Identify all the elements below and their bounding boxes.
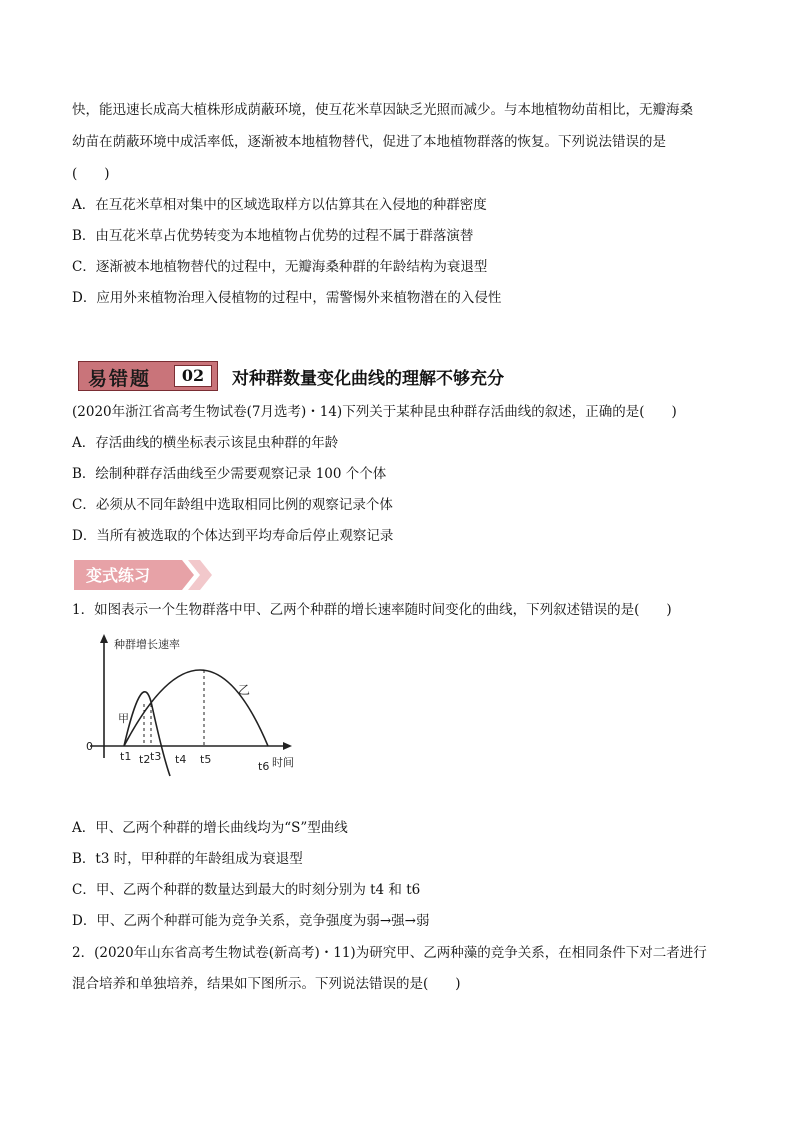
q2-line-2: 混合培养和单独培养，结果如下图所示。下列说法错误的是( ) xyxy=(72,976,461,992)
x-axis-label: 时间 xyxy=(272,756,294,769)
series-yi-curve xyxy=(124,670,268,746)
badge-number: 02 xyxy=(174,365,212,387)
q1-option-b: B．t3 时，甲种群的年龄组成为衰退型 xyxy=(72,851,303,867)
main-option-d: D．当所有被选取的个体达到平均寿命后停止观察记录 xyxy=(72,528,394,544)
section-title: 对种群数量变化曲线的理解不够充分 xyxy=(232,369,504,389)
intro-line-2: 幼苗在荫蔽环境中成活率低，逐渐被本地植物替代，促进了本地植物群落的恢复。下列说法错误的是 xyxy=(72,134,666,150)
main-question-stem: (2020年浙江省高考生物试卷(7月选考)・14)下列关于某种昆虫种群存活曲线的叙述，正确的是( ) xyxy=(72,404,677,420)
y-axis-arrow xyxy=(100,634,108,643)
intro-line-3: ( ) xyxy=(72,166,110,182)
q1-option-c: C．甲、乙两个种群的数量达到最大的时刻分别为 t4 和 t6 xyxy=(72,882,421,898)
series-yi-label: 乙 xyxy=(238,683,251,697)
main-option-c: C．必须从不同年龄组中选取相同比例的观察记录个体 xyxy=(72,497,393,513)
main-option-a: A．存活曲线的横坐标表示该昆虫种群的年龄 xyxy=(72,435,339,451)
intro-option-b: B．由互花米草占优势转变为本地植物占优势的过程不属于群落演替 xyxy=(72,228,474,244)
intro-option-c: C．逐渐被本地植物替代的过程中，无瓣海桑种群的年龄结构为衰退型 xyxy=(72,259,488,275)
badge-label: 易错题 xyxy=(88,368,152,390)
growth-rate-chart xyxy=(80,630,310,780)
q2-line-1: 2．(2020年山东省高考生物试卷(新高考)・11)为研究甲、乙两种藻的竞争关系，在相同条件下对二者进行 xyxy=(72,945,707,961)
intro-line-1: 快，能迅速长成高大植株形成荫蔽环境，使互花米草因缺乏光照而减少。与本地植物幼苗相比，无瓣海桑 xyxy=(72,102,693,118)
main-option-b: B．绘制种群存活曲线至少需要观察记录 100 个个体 xyxy=(72,466,387,482)
tick-t3: t3 xyxy=(150,750,162,763)
exercise-tag-label: 变式练习 xyxy=(86,566,151,585)
growth-rate-chart-svg xyxy=(80,630,310,780)
origin-label: 0 xyxy=(86,740,93,753)
q1-option-a: A．甲、乙两个种群的增长曲线均为“S”型曲线 xyxy=(72,820,348,836)
series-jia-label: 甲 xyxy=(118,712,129,725)
section-badge xyxy=(78,361,218,391)
exercise-tag xyxy=(74,560,222,590)
intro-option-d: D．应用外来植物治理入侵植物的过程中，需警惕外来植物潜在的入侵性 xyxy=(72,290,502,306)
tick-t6: t6 xyxy=(258,760,270,773)
x-axis-arrow xyxy=(283,742,292,750)
tick-t5: t5 xyxy=(200,753,212,766)
tick-t4: t4 xyxy=(175,753,187,766)
y-axis-label: 种群增长速率 xyxy=(114,638,180,651)
intro-option-a: A．在互花米草相对集中的区域选取样方以估算其在入侵地的种群密度 xyxy=(72,197,487,213)
tick-t1: t1 xyxy=(120,750,132,763)
q1-option-d: D．甲、乙两个种群可能为竞争关系，竞争强度为弱→强→弱 xyxy=(72,913,430,929)
tick-t2: t2 xyxy=(139,753,151,766)
exercise-tag-shape xyxy=(74,560,222,590)
q1-stem: 1．如图表示一个生物群落中甲、乙两个种群的增长速率随时间变化的曲线，下列叙述错误的是( ) xyxy=(72,602,672,618)
